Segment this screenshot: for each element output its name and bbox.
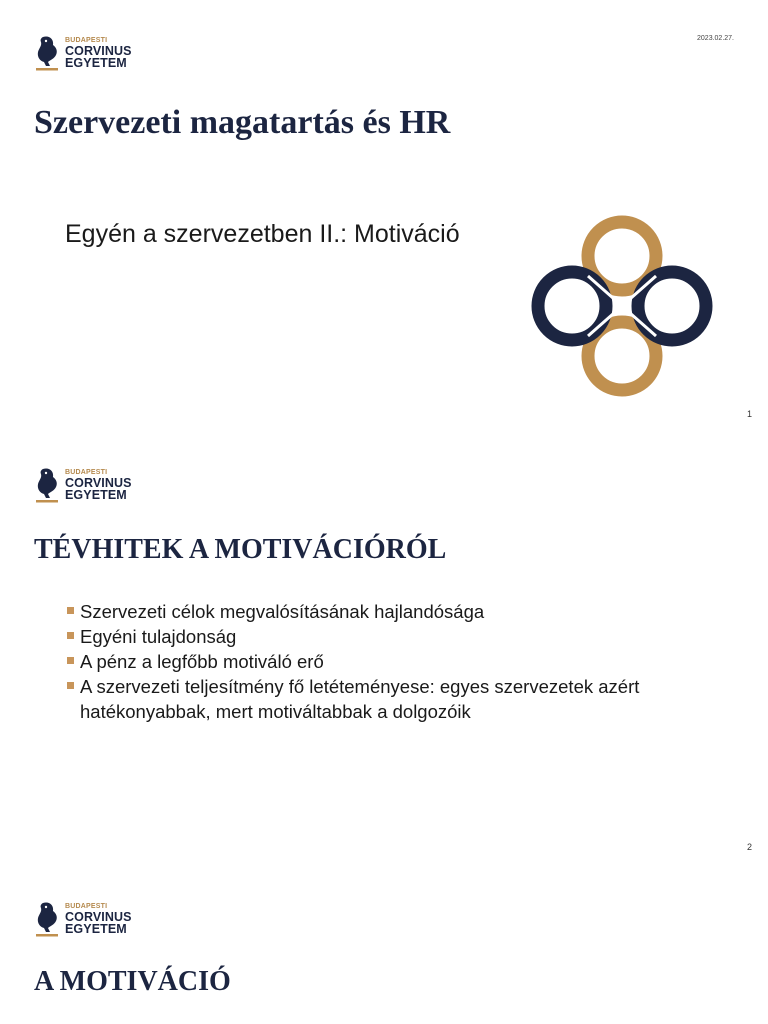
bullet-item (66, 674, 736, 724)
slide-title: TÉVHITEK A MOTIVÁCIÓRÓL (34, 534, 447, 565)
bullet-item (66, 624, 736, 649)
page-number: 2 (746, 842, 752, 852)
logo-line1: BUDAPESTI (65, 903, 108, 910)
bullet-text: Egyéni tulajdonság (80, 626, 237, 647)
logo-text (65, 902, 132, 935)
bullet-text: A pénz a legfőbb motiváló erő (80, 651, 324, 672)
slide-title: Szervezeti magatartás és HR (34, 104, 451, 141)
bullet-item (66, 599, 736, 624)
logo-text (65, 468, 132, 501)
logo-line2: CORVINUS (65, 910, 132, 924)
logo-line2: CORVINUS (65, 44, 132, 58)
page-number: 1 (746, 409, 752, 419)
slide-subtitle: Egyén a szervezetben II.: Motiváció (65, 220, 460, 248)
logo-text (65, 36, 132, 69)
corvinus-logo (34, 467, 144, 507)
corvinus-raven-icon (34, 901, 60, 937)
square-bullet-icon (67, 607, 74, 614)
bullet-item (66, 649, 736, 674)
square-bullet-icon (67, 682, 74, 689)
logo-line2: CORVINUS (65, 476, 132, 490)
square-bullet-icon (67, 632, 74, 639)
corvinus-raven-icon (34, 467, 60, 503)
logo-line3: EGYETEM (65, 922, 127, 936)
interlocking-rings-graphic (528, 212, 716, 400)
bullet-text: Szervezeti célok megvalósításának hajlandósága (80, 601, 485, 622)
logo-line1: BUDAPESTI (65, 37, 108, 44)
logo-line3: EGYETEM (65, 56, 127, 70)
square-bullet-icon (67, 657, 74, 664)
bullet-list (66, 599, 736, 724)
slide-date: 2023.02.27. (697, 35, 734, 42)
slide-title: A MOTIVÁCIÓ (34, 966, 231, 997)
slide-3 (0, 864, 768, 1024)
logo-line3: EGYETEM (65, 488, 127, 502)
corvinus-logo (34, 901, 144, 941)
corvinus-raven-icon (34, 35, 60, 71)
slide-1 (0, 0, 768, 432)
bullet-text: A szervezeti teljesítmény fő letéteményese: egyes szervezetek azért hatékonyabbak, mert motiváltabbak a dolgozóik (80, 676, 640, 722)
corvinus-logo (34, 35, 144, 75)
logo-line1: BUDAPESTI (65, 469, 108, 476)
